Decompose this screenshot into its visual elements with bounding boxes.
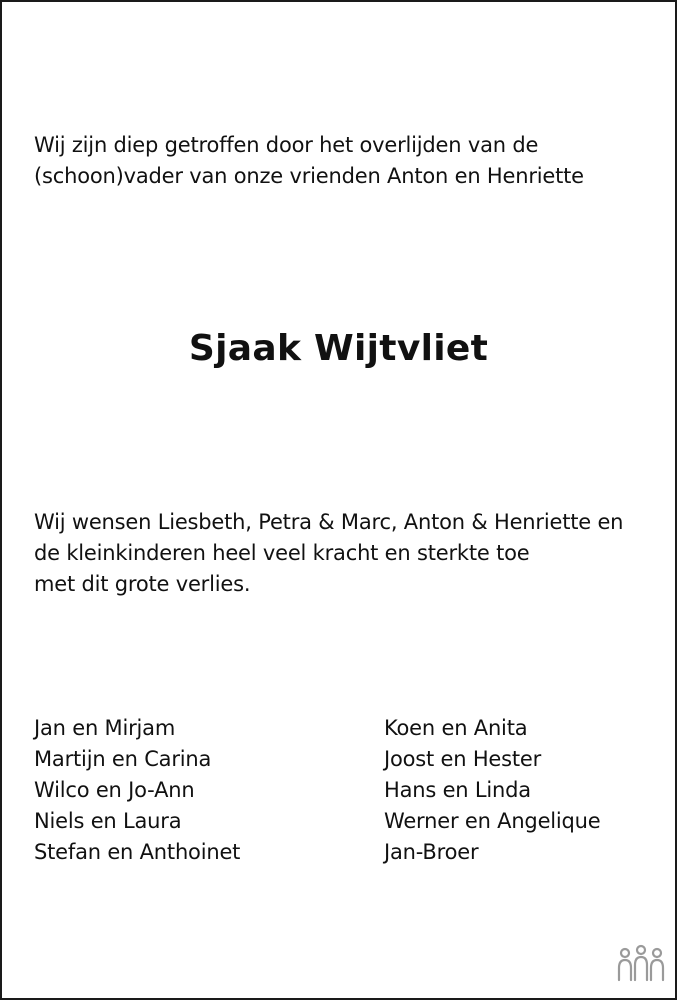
signature-name: Koen en Anita bbox=[384, 716, 528, 740]
deceased-name: Sjaak Wijtvliet bbox=[188, 328, 489, 369]
signature-name: Martijn en Carina bbox=[34, 747, 212, 771]
condolence-text bbox=[34, 507, 654, 600]
intro-line: (schoon)vader van onze vrienden Anton en Henriette bbox=[34, 164, 584, 188]
signature-name: Niels en Laura bbox=[34, 809, 182, 833]
signature-name: Joost en Hester bbox=[384, 747, 542, 771]
condolence-line: de kleinkinderen heel veel kracht en sterkte toe bbox=[34, 541, 530, 565]
condolence-line: met dit grote verlies. bbox=[34, 572, 251, 596]
signature-name: Jan-Broer bbox=[384, 840, 479, 864]
signature-name: Werner en Angelique bbox=[384, 809, 601, 833]
intro-line: Wij zijn diep getroffen door het overlijden van de bbox=[34, 133, 539, 157]
people-group-icon bbox=[616, 944, 666, 984]
signature-name: Hans en Linda bbox=[384, 778, 531, 802]
condolence-line: Wij wensen Liesbeth, Petra & Marc, Anton & Henriette en bbox=[34, 510, 624, 534]
signature-name: Stefan en Anthoinet bbox=[34, 840, 241, 864]
intro-text bbox=[34, 130, 644, 192]
signatures-right bbox=[384, 713, 601, 868]
signature-name: Jan en Mirjam bbox=[34, 716, 176, 740]
signature-name: Wilco en Jo-Ann bbox=[34, 778, 195, 802]
signatures-left bbox=[34, 713, 240, 868]
